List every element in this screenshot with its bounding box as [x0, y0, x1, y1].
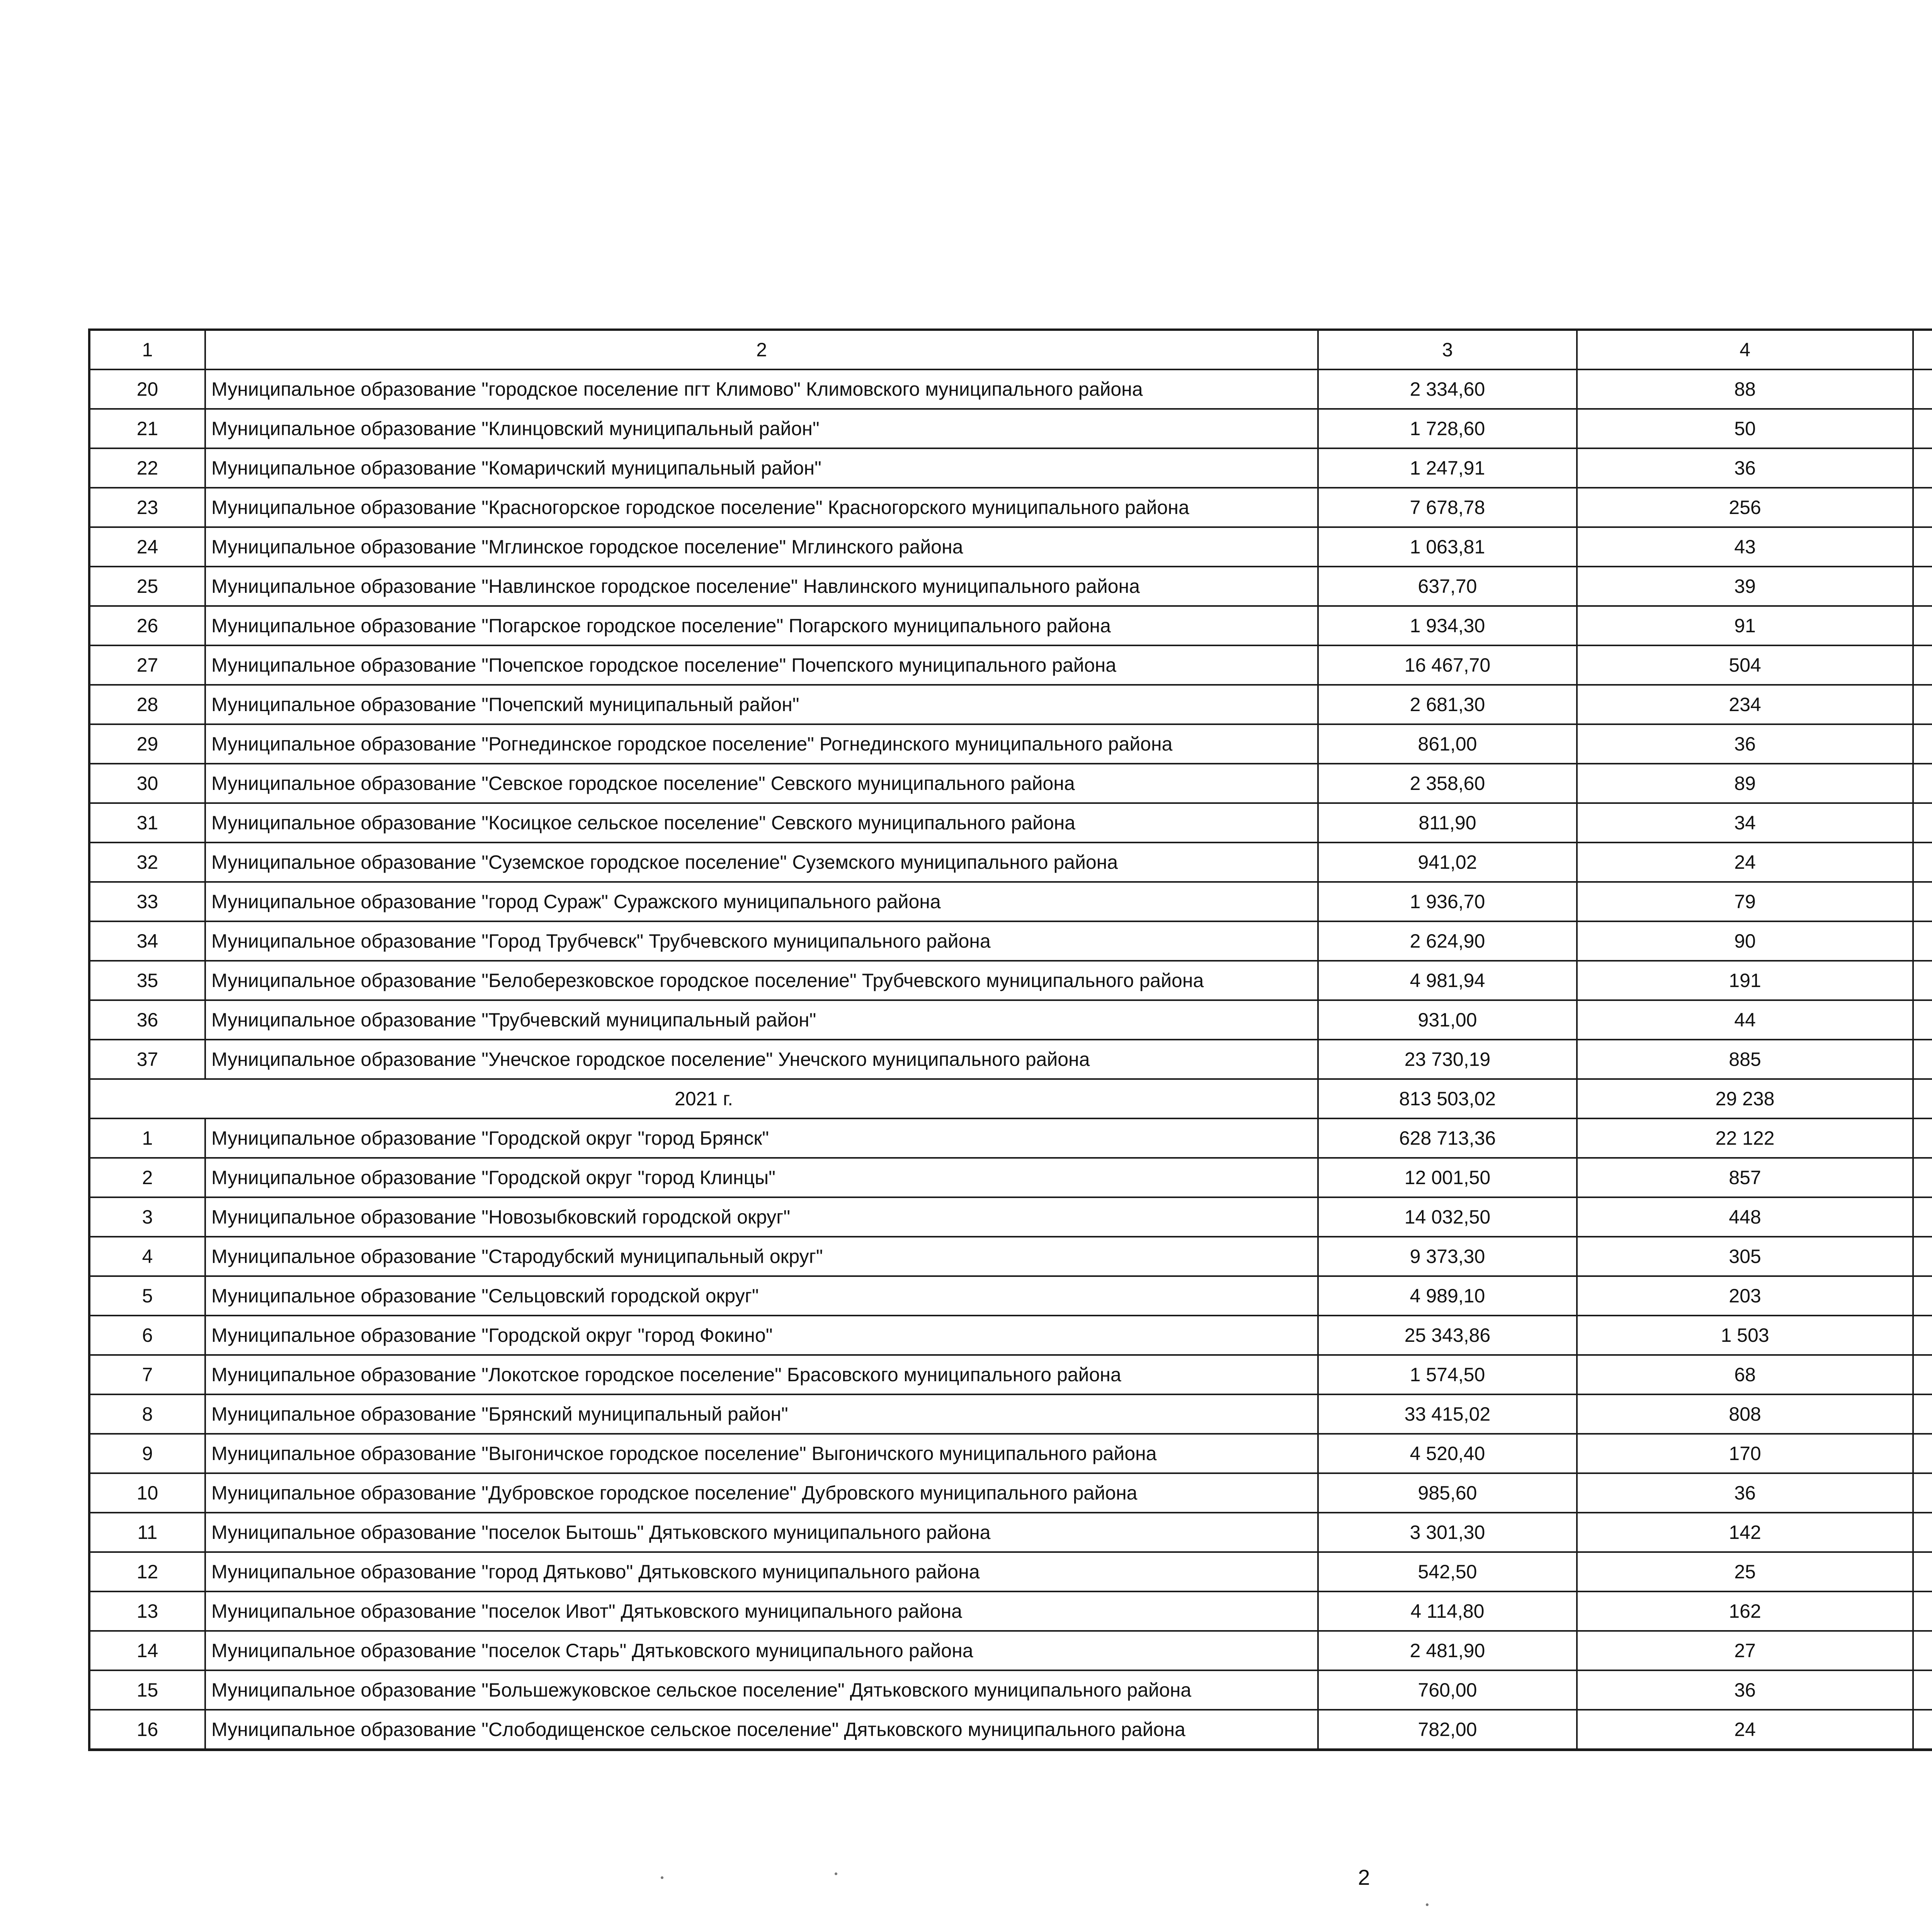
value-col4: 44: [1577, 1000, 1913, 1040]
column-number: 4: [1577, 330, 1913, 369]
value-col4: 142: [1577, 1513, 1913, 1552]
row-number: 32: [89, 843, 205, 882]
value-col5: [1913, 1473, 1932, 1513]
table-row: [89, 527, 1932, 567]
municipality-name: Муниципальное образование "Городской округ "город Фокино": [205, 1316, 1318, 1355]
municipality-name: Муниципальное образование "Локотское городское поселение" Брасовского муниципального района: [205, 1355, 1318, 1394]
table-row: [89, 488, 1932, 527]
scan-speck: [661, 1876, 663, 1879]
value-col4: 808: [1577, 1394, 1913, 1434]
value-col5: [1913, 1158, 1932, 1197]
value-col4: 68: [1577, 1355, 1913, 1394]
table-row: [89, 1197, 1932, 1237]
value-col3: 4 989,10: [1318, 1276, 1577, 1316]
value-col4: 305: [1577, 1237, 1913, 1276]
table-row: [89, 803, 1932, 843]
row-number: 5: [89, 1276, 205, 1316]
row-number: 11: [89, 1513, 205, 1552]
value-col3: 23 730,19: [1318, 1040, 1577, 1079]
row-number: 25: [89, 567, 205, 606]
row-number: 29: [89, 724, 205, 764]
row-number: 28: [89, 685, 205, 724]
table-row: [89, 1710, 1932, 1750]
row-number: 30: [89, 764, 205, 803]
value-col4: 88: [1577, 369, 1913, 409]
table-row: [89, 567, 1932, 606]
table-row: [89, 1040, 1932, 1079]
value-col3: 811,90: [1318, 803, 1577, 843]
value-col5: [1913, 409, 1932, 448]
row-number: 14: [89, 1631, 205, 1670]
column-number-row: [89, 330, 1932, 369]
value-col5: [1913, 645, 1932, 685]
value-col4: 234: [1577, 685, 1913, 724]
value-col5: [1913, 1237, 1932, 1276]
municipality-name: Муниципальное образование "Унечское городское поселение" Унечского муниципального района: [205, 1040, 1318, 1079]
value-col4: 24: [1577, 843, 1913, 882]
value-col5: [1913, 1434, 1932, 1473]
value-col3: 14 032,50: [1318, 1197, 1577, 1237]
municipality-name: Муниципальное образование "Навлинское городское поселение" Навлинского муниципального района: [205, 567, 1318, 606]
municipality-name: Муниципальное образование "Мглинское городское поселение" Мглинского района: [205, 527, 1318, 567]
municipality-name: Муниципальное образование "Дубровское городское поселение" Дубровского муниципального района: [205, 1473, 1318, 1513]
value-col4: 885: [1577, 1040, 1913, 1079]
value-col4: 79: [1577, 882, 1913, 921]
value-col3: 2 358,60: [1318, 764, 1577, 803]
value-col3: 7 678,78: [1318, 488, 1577, 527]
value-col3: 861,00: [1318, 724, 1577, 764]
value-col4: 36: [1577, 1670, 1913, 1710]
municipality-name: Муниципальное образование "Севское городское поселение" Севского муниципального района: [205, 764, 1318, 803]
value-col3: 9 373,30: [1318, 1237, 1577, 1276]
column-number: 2: [205, 330, 1318, 369]
value-col3: 4 981,94: [1318, 961, 1577, 1000]
value-col5: [1913, 1394, 1932, 1434]
row-number: 31: [89, 803, 205, 843]
municipality-name: Муниципальное образование "Косицкое сельское поселение" Севского муниципального района: [205, 803, 1318, 843]
table-row: [89, 409, 1932, 448]
municipality-name: Муниципальное образование "Погарское городское поселение" Погарского муниципального района: [205, 606, 1318, 645]
table-row: [89, 1355, 1932, 1394]
table-row: [89, 1513, 1932, 1552]
row-number: 2: [89, 1158, 205, 1197]
row-number: 16: [89, 1710, 205, 1750]
value-col4: 1 503: [1577, 1316, 1913, 1355]
row-number: 21: [89, 409, 205, 448]
data-table: [88, 328, 1932, 1751]
value-col4: 448: [1577, 1197, 1913, 1237]
value-col5: [1913, 961, 1932, 1000]
table-row: [89, 1631, 1932, 1670]
value-col5: [1913, 606, 1932, 645]
municipality-name: Муниципальное образование "город Дятьково" Дятьковского муниципального района: [205, 1552, 1318, 1591]
municipality-name: Муниципальное образование "Слободищенское сельское поселение" Дятьковского муниципального района: [205, 1710, 1318, 1750]
municipality-name: Муниципальное образование "Выгоничское городское поселение" Выгоничского муниципального района: [205, 1434, 1318, 1473]
value-col5: [1913, 1552, 1932, 1591]
row-number: 23: [89, 488, 205, 527]
value-col4: 24: [1577, 1710, 1913, 1750]
row-number: 36: [89, 1000, 205, 1040]
value-col3: 1 574,50: [1318, 1355, 1577, 1394]
year-total-value-col4: 29 238: [1577, 1079, 1913, 1118]
year-total-value-col3: 813 503,02: [1318, 1079, 1577, 1118]
column-number: [1913, 330, 1932, 369]
value-col3: 985,60: [1318, 1473, 1577, 1513]
table-row: [89, 843, 1932, 882]
value-col4: 43: [1577, 527, 1913, 567]
municipality-name: Муниципальное образование "Город Трубчевск" Трубчевского муниципального района: [205, 921, 1318, 961]
row-number: 4: [89, 1237, 205, 1276]
table-body: [89, 330, 1932, 1750]
value-col5: [1913, 1670, 1932, 1710]
value-col3: 1 934,30: [1318, 606, 1577, 645]
value-col5: [1913, 1118, 1932, 1158]
municipality-name: Муниципальное образование "городское поселение пгт Климово" Климовского муниципального района: [205, 369, 1318, 409]
value-col3: 2 481,90: [1318, 1631, 1577, 1670]
row-number: 7: [89, 1355, 205, 1394]
value-col3: 1 936,70: [1318, 882, 1577, 921]
value-col3: 2 334,60: [1318, 369, 1577, 409]
table-row: [89, 1552, 1932, 1591]
table-row: [89, 764, 1932, 803]
table-row: [89, 1394, 1932, 1434]
value-col5: [1913, 1197, 1932, 1237]
municipality-name: Муниципальное образование "Красногорское городское поселение" Красногорского муниципального района: [205, 488, 1318, 527]
table-row: [89, 921, 1932, 961]
value-col3: 782,00: [1318, 1710, 1577, 1750]
value-col4: 39: [1577, 567, 1913, 606]
municipality-name: Муниципальное образование "Почепское городское поселение" Почепского муниципального района: [205, 645, 1318, 685]
value-col3: 941,02: [1318, 843, 1577, 882]
table-row: [89, 369, 1932, 409]
value-col5: [1913, 803, 1932, 843]
municipality-name: Муниципальное образование "Новозыбковский городской округ": [205, 1197, 1318, 1237]
municipality-name: Муниципальное образование "Рогнединское городское поселение" Рогнединского муниципального района: [205, 724, 1318, 764]
row-number: 27: [89, 645, 205, 685]
municipality-name: Муниципальное образование "Трубчевский муниципальный район": [205, 1000, 1318, 1040]
row-number: 37: [89, 1040, 205, 1079]
value-col5: [1913, 1355, 1932, 1394]
value-col3: 2 624,90: [1318, 921, 1577, 961]
table-row: [89, 724, 1932, 764]
municipality-name: Муниципальное образование "Суземское городское поселение" Суземского муниципального района: [205, 843, 1318, 882]
row-number: 6: [89, 1316, 205, 1355]
value-col5: [1913, 567, 1932, 606]
value-col3: 12 001,50: [1318, 1158, 1577, 1197]
value-col4: 91: [1577, 606, 1913, 645]
value-col5: [1913, 1710, 1932, 1750]
row-number: 13: [89, 1591, 205, 1631]
table-row: [89, 1000, 1932, 1040]
value-col5: [1913, 448, 1932, 488]
column-number: 3: [1318, 330, 1577, 369]
table-row: [89, 1158, 1932, 1197]
value-col5: [1913, 1513, 1932, 1552]
value-col4: 162: [1577, 1591, 1913, 1631]
municipality-name: Муниципальное образование "поселок Старь" Дятьковского муниципального района: [205, 1631, 1318, 1670]
value-col5: [1913, 1000, 1932, 1040]
value-col5: [1913, 685, 1932, 724]
row-number: 1: [89, 1118, 205, 1158]
value-col4: 50: [1577, 409, 1913, 448]
value-col4: 857: [1577, 1158, 1913, 1197]
value-col5: [1913, 1276, 1932, 1316]
row-number: 9: [89, 1434, 205, 1473]
value-col3: 2 681,30: [1318, 685, 1577, 724]
value-col5: [1913, 1591, 1932, 1631]
table-row: [89, 1118, 1932, 1158]
table-row: [89, 1316, 1932, 1355]
table-row: [89, 882, 1932, 921]
table-row: [89, 1237, 1932, 1276]
municipality-name: Муниципальное образование "Почепский муниципальный район": [205, 685, 1318, 724]
row-number: 22: [89, 448, 205, 488]
municipality-name: Муниципальное образование "поселок Ивот" Дятьковского муниципального района: [205, 1591, 1318, 1631]
value-col5: [1913, 1631, 1932, 1670]
row-number: 33: [89, 882, 205, 921]
value-col3: 1 247,91: [1318, 448, 1577, 488]
value-col3: 628 713,36: [1318, 1118, 1577, 1158]
value-col3: 3 301,30: [1318, 1513, 1577, 1552]
year-label: 2021 г.: [89, 1079, 1318, 1118]
municipality-name: Муниципальное образование "Белоберезковское городское поселение" Трубчевского муниципального района: [205, 961, 1318, 1000]
municipality-name: Муниципальное образование "Стародубский муниципальный округ": [205, 1237, 1318, 1276]
value-col4: 191: [1577, 961, 1913, 1000]
value-col3: 4 520,40: [1318, 1434, 1577, 1473]
value-col5: [1913, 1316, 1932, 1355]
value-col4: 34: [1577, 803, 1913, 843]
value-col5: [1913, 369, 1932, 409]
row-number: 35: [89, 961, 205, 1000]
value-col3: 33 415,02: [1318, 1394, 1577, 1434]
value-col4: 22 122: [1577, 1118, 1913, 1158]
value-col4: 27: [1577, 1631, 1913, 1670]
scan-speck: [835, 1872, 837, 1875]
value-col4: 203: [1577, 1276, 1913, 1316]
row-number: 3: [89, 1197, 205, 1237]
value-col3: 4 114,80: [1318, 1591, 1577, 1631]
value-col5: [1913, 488, 1932, 527]
row-number: 15: [89, 1670, 205, 1710]
year-total-value-col5: [1913, 1079, 1932, 1118]
table-row: [89, 645, 1932, 685]
page-number: 2: [1358, 1865, 1370, 1889]
municipality-name: Муниципальное образование "Городской округ "город Клинцы": [205, 1158, 1318, 1197]
value-col3: 1 728,60: [1318, 409, 1577, 448]
value-col4: 89: [1577, 764, 1913, 803]
municipality-name: Муниципальное образование "Клинцовский муниципальный район": [205, 409, 1318, 448]
value-col5: [1913, 724, 1932, 764]
value-col3: 1 063,81: [1318, 527, 1577, 567]
value-col3: 25 343,86: [1318, 1316, 1577, 1355]
value-col5: [1913, 1040, 1932, 1079]
value-col3: 931,00: [1318, 1000, 1577, 1040]
row-number: 26: [89, 606, 205, 645]
value-col5: [1913, 527, 1932, 567]
municipality-name: Муниципальное образование "город Сураж" Суражского муниципального района: [205, 882, 1318, 921]
row-number: 34: [89, 921, 205, 961]
value-col3: 637,70: [1318, 567, 1577, 606]
value-col5: [1913, 843, 1932, 882]
table-row: [89, 1670, 1932, 1710]
value-col4: 256: [1577, 488, 1913, 527]
value-col4: 36: [1577, 1473, 1913, 1513]
value-col5: [1913, 921, 1932, 961]
scan-speck: [1426, 1903, 1429, 1906]
column-number: 1: [89, 330, 205, 369]
row-number: 8: [89, 1394, 205, 1434]
value-col4: 25: [1577, 1552, 1913, 1591]
row-number: 12: [89, 1552, 205, 1591]
municipality-name: Муниципальное образование "Сельцовский городской округ": [205, 1276, 1318, 1316]
value-col4: 36: [1577, 448, 1913, 488]
row-number: 24: [89, 527, 205, 567]
table-row: [89, 606, 1932, 645]
table-row: [89, 961, 1932, 1000]
row-number: 20: [89, 369, 205, 409]
table-row: [89, 1434, 1932, 1473]
value-col5: [1913, 764, 1932, 803]
value-col4: 504: [1577, 645, 1913, 685]
value-col3: 16 467,70: [1318, 645, 1577, 685]
year-total-row: [89, 1079, 1932, 1118]
value-col4: 170: [1577, 1434, 1913, 1473]
table-row: [89, 1276, 1932, 1316]
municipality-name: Муниципальное образование "Брянский муниципальный район": [205, 1394, 1318, 1434]
municipality-name: Муниципальное образование "Комаричский муниципальный район": [205, 448, 1318, 488]
municipality-name: Муниципальное образование "Большежуковское сельское поселение" Дятьковского муниципального района: [205, 1670, 1318, 1710]
value-col5: [1913, 882, 1932, 921]
municipality-name: Муниципальное образование "поселок Бытошь" Дятьковского муниципального района: [205, 1513, 1318, 1552]
municipality-name: Муниципальное образование "Городской округ "город Брянск": [205, 1118, 1318, 1158]
value-col3: 760,00: [1318, 1670, 1577, 1710]
row-number: 10: [89, 1473, 205, 1513]
value-col3: 542,50: [1318, 1552, 1577, 1591]
value-col4: 90: [1577, 921, 1913, 961]
table-row: [89, 448, 1932, 488]
table-row: [89, 685, 1932, 724]
table-row: [89, 1591, 1932, 1631]
value-col4: 36: [1577, 724, 1913, 764]
table-row: [89, 1473, 1932, 1513]
